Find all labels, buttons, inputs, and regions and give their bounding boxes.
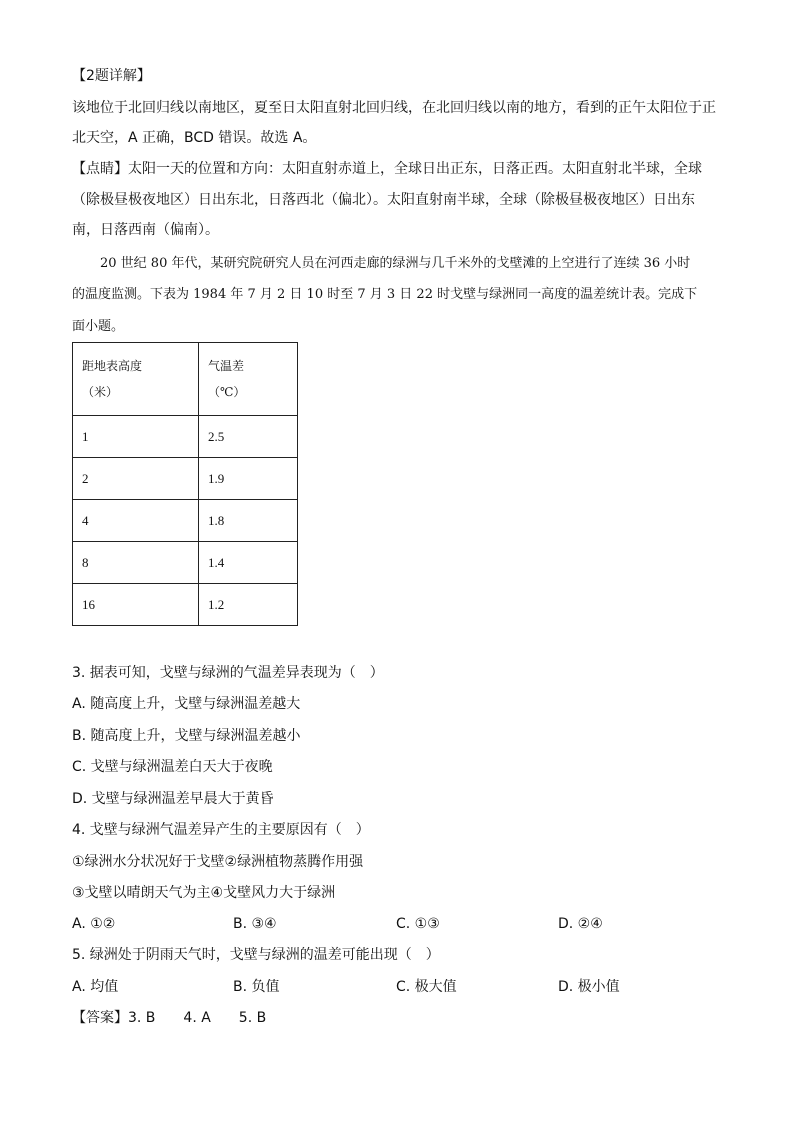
tip-line-1: 【点睛】太阳一天的位置和方向：太阳直射赤道上，全球日出正东，日落正西。太阳直射北半球，全球: [72, 161, 702, 177]
q3-option-b: B. 随高度上升，戈壁与绿洲温差越小: [72, 728, 301, 744]
table-row: [73, 458, 298, 500]
height-cell: 2: [73, 458, 199, 500]
q4-option-b: B. ③④: [233, 916, 277, 932]
table-row: [73, 416, 298, 458]
table-row: [73, 584, 298, 626]
header-height-unit: （米）: [82, 385, 119, 399]
detail-line-1: 该地位于北回归线以南地区，夏至日太阳直射北回归线，在北回归线以南的地方，看到的正午太阳位于正: [72, 100, 716, 116]
q5-option-a: A. 均值: [72, 979, 119, 995]
q5-option-c: C. 极大值: [396, 979, 457, 995]
header-temp-unit: （℃）: [208, 385, 246, 399]
q5-option-b: B. 负值: [233, 979, 280, 995]
header-height-label: 距地表高度: [82, 359, 143, 373]
intro-line-2: 的温度监测。下表为 1984 年 7 月 2 日 10 时至 7 月 3 日 22 时戈壁与绿洲同一高度的温差统计表。完成下: [72, 287, 698, 302]
header-temp-label: 气温差: [208, 359, 245, 373]
q4-stem: 4. 戈壁与绿洲气温差异产生的主要原因有（ ）: [72, 822, 370, 838]
table-row: [73, 500, 298, 542]
height-cell: 8: [73, 542, 199, 584]
height-cell: 4: [73, 500, 199, 542]
answer-label: 【答案】: [72, 1010, 128, 1026]
q3-option-c: C. 戈壁与绿洲温差白天大于夜晚: [72, 759, 273, 775]
answer-text: 3. B 4. A 5. B: [128, 1010, 267, 1026]
height-cell: 1: [73, 416, 199, 458]
q4-item-line-1: ①绿洲水分状况好于戈壁②绿洲植物蒸腾作用强: [72, 854, 364, 870]
temp-diff-cell: 2.5: [199, 416, 298, 458]
table-header-row: [73, 343, 298, 416]
detail-line-2: 北天空，A 正确，BCD 错误。故选 A。: [72, 130, 317, 146]
temperature-difference-table: [72, 342, 298, 626]
intro-line-3: 面小题。: [72, 319, 125, 334]
tip-line-2: （除极昼极夜地区）日出东北，日落西北（偏北）。太阳直射南半球，全球（除极昼极夜地区）日出东: [72, 192, 695, 208]
q5-option-d: D. 极小值: [558, 979, 620, 995]
q5-stem: 5. 绿洲处于阴雨天气时，戈壁与绿洲的温差可能出现（ ）: [72, 947, 440, 963]
q3-stem: 3. 据表可知，戈壁与绿洲的气温差异表现为（ ）: [72, 665, 384, 681]
q4-option-a: A. ①②: [72, 916, 116, 932]
tip-line-3: 南，日落西南（偏南）。: [72, 222, 219, 238]
height-cell: 16: [73, 584, 199, 626]
header-temp-cell: [199, 343, 298, 416]
q4-item-line-2: ③戈壁以晴朗天气为主④戈壁风力大于绿洲: [72, 885, 336, 901]
q3-option-a: A. 随高度上升，戈壁与绿洲温差越大: [72, 696, 301, 712]
intro-line-1: 20 世纪 80 年代，某研究院研究人员在河西走廊的绿洲与几千米外的戈壁滩的上空进行了连续 36 小时: [100, 256, 691, 271]
q4-option-d: D. ②④: [558, 916, 603, 932]
header-height-cell: [73, 343, 199, 416]
temp-diff-cell: 1.2: [199, 584, 298, 626]
q4-option-c: C. ①③: [396, 916, 440, 932]
detail-heading: 【2题详解】: [72, 68, 151, 84]
q3-option-d: D. 戈壁与绿洲温差早晨大于黄昏: [72, 791, 274, 807]
temp-diff-cell: 1.8: [199, 500, 298, 542]
temp-diff-cell: 1.4: [199, 542, 298, 584]
table-row: [73, 542, 298, 584]
answer-line: [72, 1008, 266, 1028]
temp-diff-cell: 1.9: [199, 458, 298, 500]
